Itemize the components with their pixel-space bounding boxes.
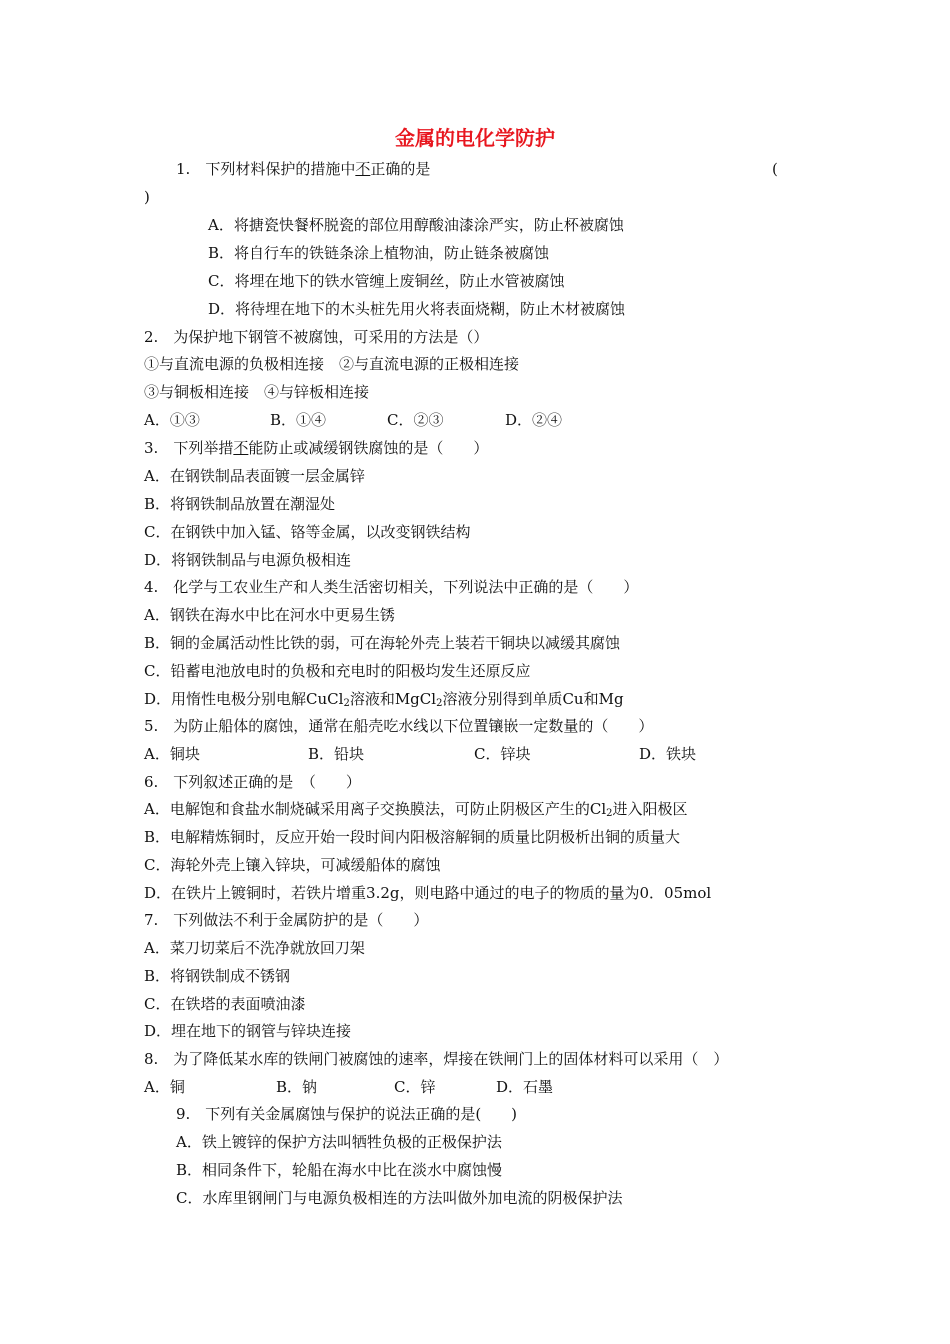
question-8-option-b: B．钠 (276, 1078, 318, 1096)
question-3-option-b: B．将钢铁制品放置在潮湿处 (144, 495, 336, 513)
question-6-option-d: D．在铁片上镀铜时，若铁片增重3.2g，则电路中通过的电子的物质的量为0．05mol (144, 884, 712, 902)
question-2-choice-line-1: ①与直流电源的负极相连接 ②与直流电源的正极相连接 (144, 355, 520, 373)
question-5-option-c: C．锌块 (474, 745, 531, 763)
question-2-option-b: B．①④ (270, 411, 327, 429)
subscript: 2 (606, 808, 613, 819)
subscript: 2 (436, 698, 443, 709)
question-3-option-c: C．在钢铁中加入锰、铬等金属，以改变钢铁结构 (144, 523, 471, 541)
question-1-option-c: C．将埋在地下的铁水管缠上废铜丝，防止水管被腐蚀 (208, 272, 565, 290)
question-5-option-a: A．铜块 (144, 745, 200, 763)
question-1-option-b: B．将自行车的铁链条涂上植物油，防止链条被腐蚀 (208, 244, 550, 262)
question-3-stem (144, 438, 488, 458)
answer-paren-close: ) (144, 188, 150, 206)
question-1-stem (176, 159, 430, 179)
question-2-option-c: C．②③ (387, 411, 444, 429)
question-text: 能防止或减缓钢铁腐蚀的是（ ） (248, 439, 489, 457)
question-3-option-a: A．在钢铁制品表面镀一层金属锌 (144, 467, 365, 485)
option-text: 溶液和MgCl (349, 690, 437, 708)
question-2-option-d: D．②④ (505, 411, 563, 429)
question-7-option-d: D．埋在地下的钢管与锌块连接 (144, 1022, 352, 1040)
question-number: 3. (144, 439, 159, 457)
question-6-option-c: C．海轮外壳上镶入锌块，可减缓船体的腐蚀 (144, 856, 441, 874)
question-text: 下列举措 (173, 439, 234, 457)
question-5-stem: 5. 为防止船体的腐蚀，通常在船壳吃水线以下位置镶嵌一定数量的（ ） (144, 717, 654, 735)
option-text: D．用惰性电极分别电解CuCl (144, 690, 344, 708)
question-2-choice-line-2: ③与铜板相连接 ④与锌板相连接 (144, 383, 370, 401)
question-4-option-b: B．铜的金属活动性比铁的弱，可在海轮外壳上装若干铜块以减缓其腐蚀 (144, 634, 621, 652)
option-text: 溶液分别得到单质Cu和Mg (442, 690, 624, 708)
emphasis-underline: 不 (355, 160, 371, 178)
question-6-option-b: B．电解精炼铜时，反应开始一段时间内阳极溶解铜的质量比阴极析出铜的质量大 (144, 828, 681, 846)
option-text: A．电解饱和食盐水制烧碱采用离子交换膜法，可防止阴极区产生的Cl (144, 800, 607, 818)
question-8-option-a: A．铜 (144, 1078, 185, 1096)
question-2-stem: 2. 为保护地下钢管不被腐蚀，可采用的方法是（） (144, 328, 489, 346)
question-4-option-c: C．铅蓄电池放电时的负极和充电时的阳极均发生还原反应 (144, 662, 531, 680)
question-7-option-c: C．在铁塔的表面喷油漆 (144, 995, 306, 1013)
question-7-option-a: A．菜刀切菜后不洗净就放回刀架 (144, 939, 365, 957)
question-4-stem: 4. 化学与工农业生产和人类生活密切相关，下列说法中正确的是（ ） (144, 578, 639, 596)
option-text: 进入阳极区 (612, 800, 688, 818)
question-1-option-a: A．将搪瓷快餐杯脱瓷的部位用醇酸油漆涂严实，防止杯被腐蚀 (208, 216, 624, 234)
page-title: 金属的电化学防护 (395, 126, 555, 150)
question-1-option-d: D．将待埋在地下的木头桩先用火将表面烧糊，防止木材被腐蚀 (208, 300, 626, 318)
question-number: 1. (176, 160, 191, 178)
question-3-option-d: D．将钢铁制品与电源负极相连 (144, 551, 352, 569)
emphasis-underline: 不 (233, 439, 249, 457)
question-4-option-a: A．钢铁在海水中比在河水中更易生锈 (144, 606, 395, 624)
subscript: 2 (343, 698, 350, 709)
question-text: 下列材料保护的措施中 (205, 160, 356, 178)
question-2-option-a: A．①③ (144, 411, 200, 429)
question-8-stem: 8. 为了降低某水库的铁闸门被腐蚀的速率，焊接在铁闸门上的固体材料可以采用（ ） (144, 1050, 729, 1068)
question-9-stem: 9. 下列有关金属腐蚀与保护的说法正确的是( ) (176, 1105, 518, 1123)
question-9-option-c: C．水库里钢闸门与电源负极相连的方法叫做外加电流的阴极保护法 (176, 1189, 623, 1207)
question-8-option-c: C．锌 (394, 1078, 436, 1096)
question-text: 正确的是 (370, 160, 431, 178)
question-4-option-d (144, 689, 624, 709)
answer-paren-open: ( (772, 160, 778, 178)
question-5-option-b: B．铅块 (308, 745, 365, 763)
question-7-stem: 7. 下列做法不利于金属防护的是（ ） (144, 911, 429, 929)
question-6-stem: 6. 下列叙述正确的是 （ ） (144, 773, 361, 791)
question-9-option-a: A．铁上镀锌的保护方法叫牺牲负极的正极保护法 (176, 1133, 502, 1151)
question-8-option-d: D．石墨 (496, 1078, 554, 1096)
question-7-option-b: B．将钢铁制成不锈钢 (144, 967, 291, 985)
question-9-option-b: B．相同条件下，轮船在海水中比在淡水中腐蚀慢 (176, 1161, 503, 1179)
question-6-option-a (144, 799, 688, 819)
question-5-option-d: D．铁块 (639, 745, 697, 763)
